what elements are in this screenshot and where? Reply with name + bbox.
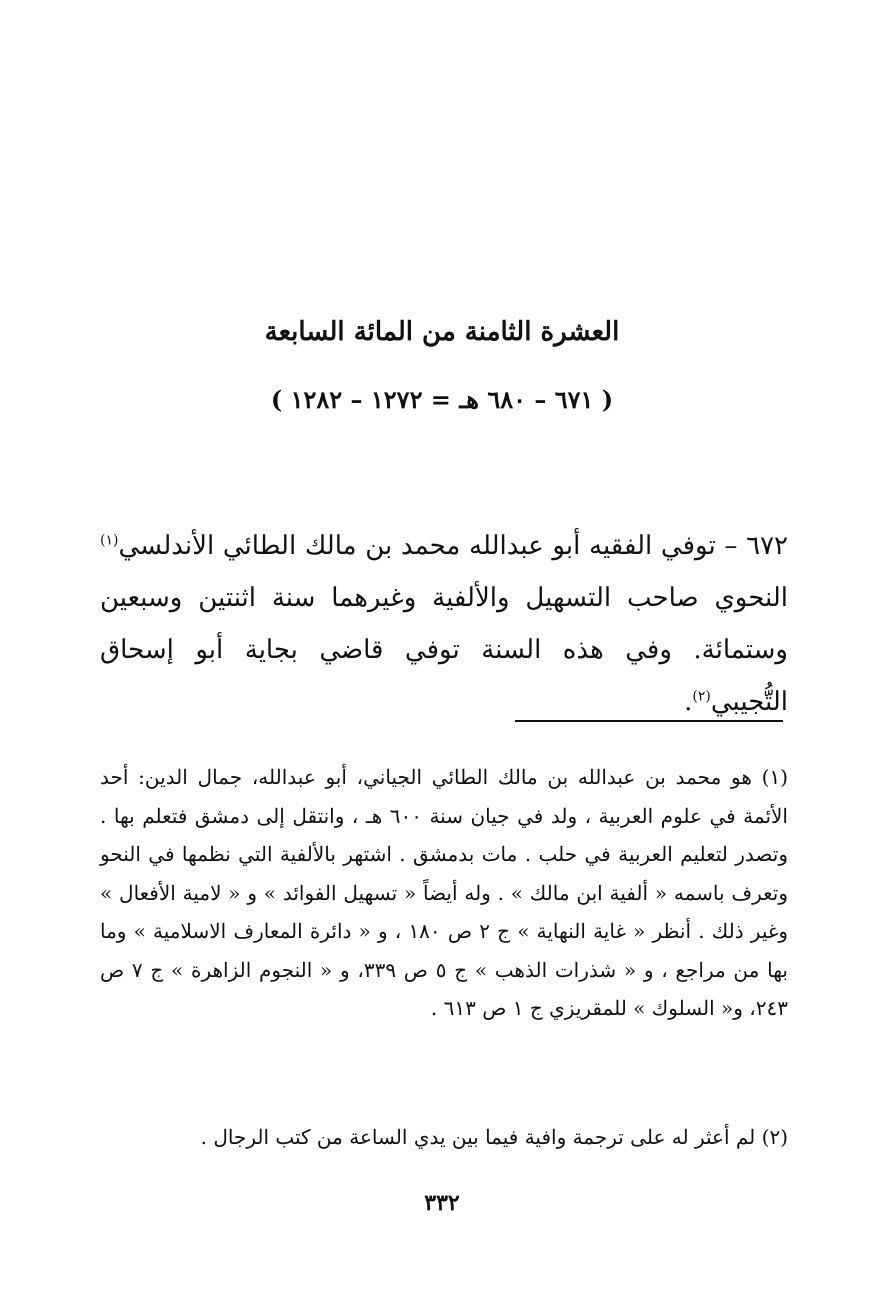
date-range: ( ٦٧١ – ٦٨٠ هـ = ١٢٧٢ – ١٢٨٢ ) (270, 385, 614, 414)
entry-text-part2: النحوي صاحب التسهيل والألفية وغيرهما سنة اثنتين وسبعين وستمائة. وفي هذه السنة توفي قاضي بجاية أبو إسحاق التُّجيبي (100, 583, 788, 717)
footnote-ref-2: (٢) (692, 688, 711, 705)
entry-number: ٦٧٢ – (724, 531, 789, 561)
footnote-ref-1: (١) (100, 532, 119, 549)
entry-paragraph (100, 520, 788, 728)
footnote-2: (٢) لم أعثر له على ترجمة وافية فيما بين يدي الساعة من كتب الرجال . (200, 1125, 788, 1149)
footnote-1: (١) هو محمد بن عبدالله بن مالك الطائي الجياني، أبو عبدالله، جمال الدين: أحد الأئمة في علوم العربية ، ولد في جيان سنة ٦٠٠ هـ ، وانتقل إلى دمشق فتعلم بها . وتصدر لتعليم العربية في حلب . مات بدمشق . اشتهر بالألفية التي نظمها في النحو وتعرف باسمه « ألفية ابن مالك » . وله أيضاً « تسهيل الفوائد » و « لامية الأفعال » وغير ذلك . أنظر « غاية النهاية » ج ٢ ص ١٨٠ ، و « دائرة المعارف الاسلامية » وما بها من مراجع ، و « شذرات الذهب » ج ٥ ص ٣٣٩، و « النجوم الزاهرة » ج ٧ ص ٢٤٣، و« السلوك » للمقريزي ج ١ ص ٦١٣ . (100, 765, 788, 1020)
entry-text-part1: توفي الفقيه أبو عبدالله محمد بن مالك الطائي الأندلسي (118, 531, 716, 561)
page-number: ٣٣٢ (424, 1190, 460, 1216)
footnote-divider (515, 720, 783, 722)
section-heading: العشرة الثامنة من المائة السابعة (264, 317, 620, 347)
entry-text-end: . (684, 687, 693, 717)
